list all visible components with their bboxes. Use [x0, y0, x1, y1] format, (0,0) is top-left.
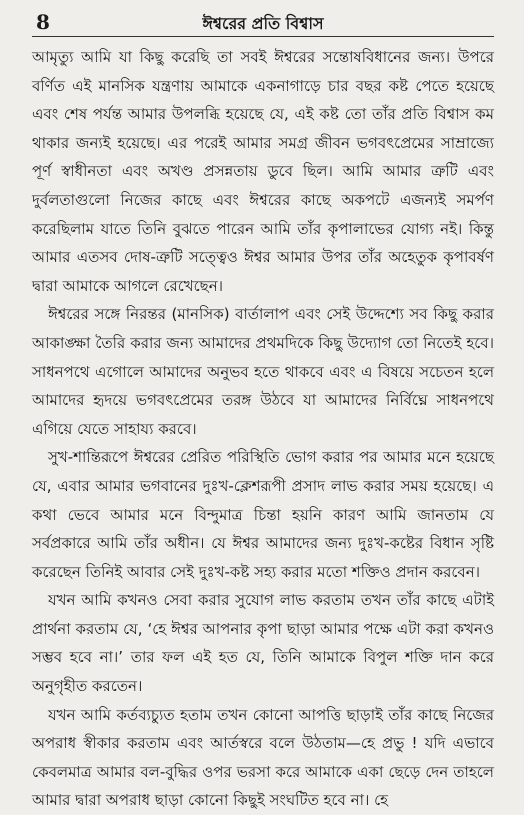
- paragraph: আমৃত্যু আমি যা কিছু করেছি তা সবই ঈশ্বরের সন্তোষবিধানের জন্য। উপরে বর্ণিত এই মানসিক যন্ত্রণায় আমাকে একনাগাড়ে চার বছর কষ্ট পেতে হয়েছে এবং শেষ পর্যন্ত আমার উপলব্ধি হয়েছে যে, এই কষ্ট তো তাঁর প্রতি বিশ্বাস কম থাকার জন্যই হয়েছে। এর পরেই আমার সমগ্র জীবন ভগবৎপ্রেমের সাম্রাজ্যে পূর্ণ স্বাধীনতা এবং অখণ্ড প্রসন্নতায় ডুবে ছিল। আমি আমার ত্রুটি এবং দুর্বলতাগুলো নিজের কাছে এবং ঈশ্বরের কাছে অকপটে এজন্যই সমর্পণ করেছিলাম যাতে তিনি বুঝতে পারেন আমি তাঁর কৃপালাভের যোগ্য নই। কিন্তু আমার এতসব দোষ-ত্রুটি সত্ত্বেও ঈশ্বর আমার উপর তাঁর অহেতুক কৃপাবর্ষণ দ্বারা আমাকে আগলে রেখেছেন।: [32, 48, 494, 295]
- body-text: [32, 43, 494, 815]
- page-number: 8: [36, 10, 50, 34]
- paragraph: সুখ-শান্তিরূপে ঈশ্বরের প্রেরিত পরিস্থিতি ভোগ করার পর আমার মনে হয়েছে যে, এবার আমার ভগবানের দুঃখ-ক্লেশরূপী প্রসাদ লাভ করার সময় হয়েছে। এ কথা ভেবে আমার মনে বিন্দুমাত্র চিন্তা হয়নি কারণ আমি জানতাম যে সর্বপ্রকারে আমি তাঁর অধীন। যে ঈশ্বর আমাদের জন্য দুঃখ-কষ্টের বিধান সৃষ্টি করেছেন তিনিই আবার সেই দুঃখ-কষ্ট সহ্য করার মতো শক্তিও প্রদান করবেন।: [32, 448, 494, 581]
- running-title: ঈশ্বরের প্রতি বিশ্বাস: [202, 14, 324, 33]
- paragraph: যখন আমি কখনও সেবা করার সুযোগ লাভ করতাম তখন তাঁর কাছে এটাই প্রার্থনা করতাম যে, ‘হে ঈশ্বর আপনার কৃপা ছাড়া আমার পক্ষে এটা করা কখনও সম্ভব হবে না।’ তার ফল এই হত যে, তিনি আমাকে বিপুল শক্তি দান করে অনুগৃহীত করতেন।: [32, 591, 494, 696]
- paragraph: ঈশ্বরের সঙ্গে নিরন্তর (মানসিক) বার্তালাপ এবং সেই উদ্দেশ্যে সব কিছু করার আকাঙ্ক্ষা তৈরি করার জন্য আমাদের প্রথমদিকে কিছু উদ্যোগ তো নিতেই হবে। সাধনপথে এগোলে আমাদের অনুভব হতে থাকবে এবং এ বিষয়ে সচেতন হলে আমাদের হৃদয়ে ভগবৎপ্রেমের তরঙ্গ উঠবে যা আমাদের নির্বিঘ্নে সাধনপথে এগিয়ে যেতে সাহায্য করবে।: [32, 305, 494, 438]
- page-header: [32, 8, 494, 37]
- paragraph: যখন আমি কর্তব্যচ্যুত হতাম তখন কোনো আপত্তি ছাড়াই তাঁর কাছে নিজের অপরাধ স্বীকার করতাম এবং আর্তস্বরে বলে উঠতাম—হে প্রভু ! যদি এভাবে কেবলমাত্র আমার বল-বুদ্ধির ওপর ভরসা করে আমাকে একা ছেড়ে দেন তাহলে আমার দ্বারা অপরাধ ছাড়া কোনো কিছুই সংঘটিত হবে না। হে: [32, 705, 494, 810]
